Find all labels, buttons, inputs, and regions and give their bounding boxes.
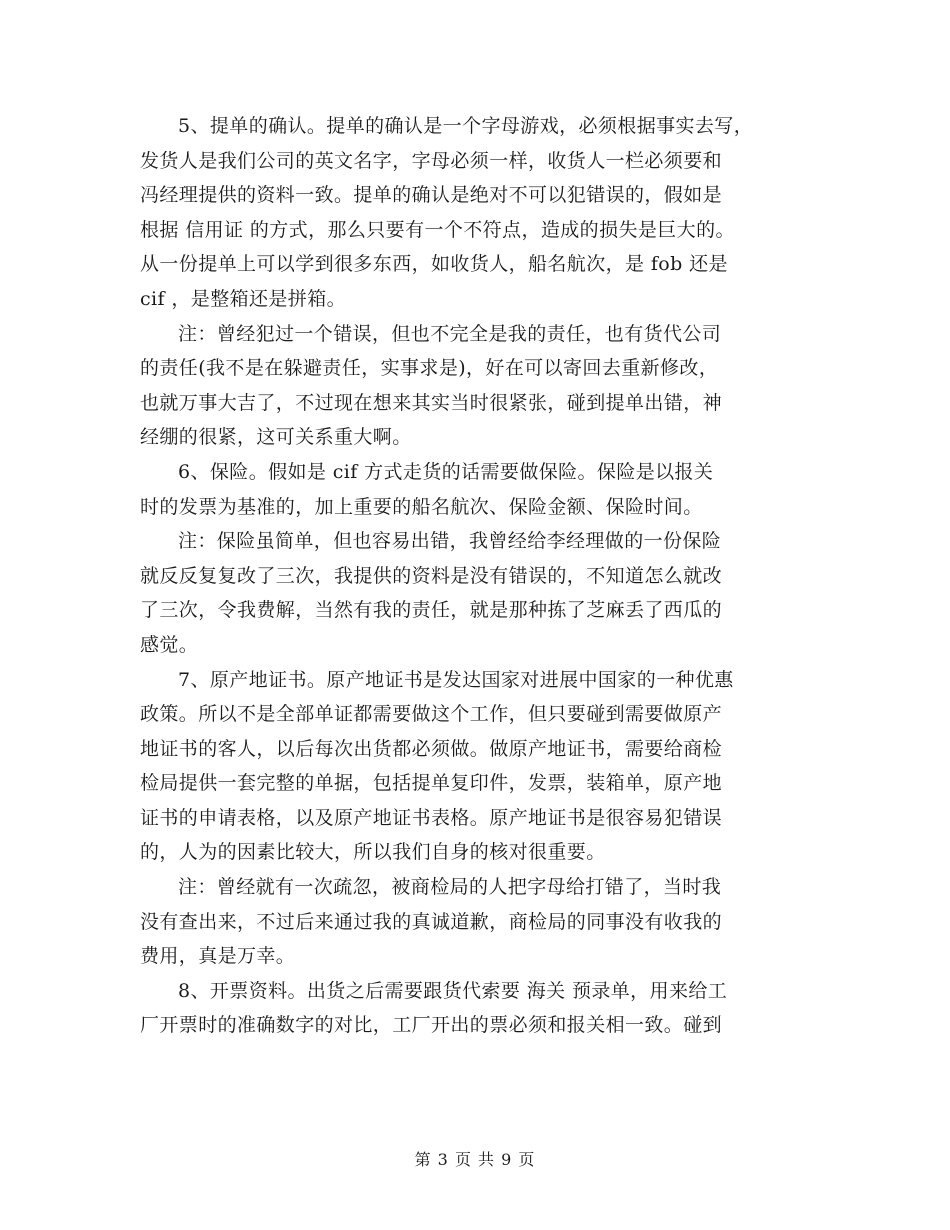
paragraph (140, 455, 810, 524)
text-line: 证书的申请表格，以及原产地证书表格。原产地证书是很容易犯错误 (140, 806, 723, 829)
text-line: 5、提单的确认。提单的确认是一个字母游戏，必须根据事实去写， (178, 115, 754, 137)
text-line: 注：曾经犯过一个错误，但也不完全是我的责任，也有货代公司 (178, 322, 722, 345)
page-footer: 第 3 页 共 9 页 (414, 1150, 536, 1169)
text-line: 注：曾经就有一次疏忽，被商检局的人把字母给打错了，当时我 (178, 876, 722, 899)
text-line: 检局提供一套完整的单据，包括提单复印件，发票，装箱单，原产地 (140, 772, 723, 795)
text-line: 费用，真是万幸。 (140, 945, 296, 968)
text-line: 时的发票为基准的，加上重要的船名航次、保险金额、保险时间。 (140, 495, 703, 518)
text-line: 就反反复复改了三次，我提供的资料是没有错误的，不知道怎么就改 (140, 564, 723, 587)
text-line: 根据 信用证 的方式，那么只要有一个不符点，造成的损失是巨大的。 (140, 218, 735, 241)
text-line: 冯经理提供的资料一致。提单的确认是绝对不可以犯错误的，假如是 (140, 184, 723, 207)
text-line: 也就万事大吉了，不过现在想来其实当时很紧张，碰到提单出错，神 (140, 391, 723, 414)
document-body (140, 109, 810, 1043)
text-line: 的责任(我不是在躲避责任，实事求是)，好在可以寄回去重新修改， (140, 357, 719, 380)
text-line: 7、原产地证书。原产地证书是发达国家对进展中国家的一种优惠 (178, 668, 734, 691)
text-line: 从一份提单上可以学到很多东西，如收货人，船名航次，是 fob 还是 (140, 253, 728, 276)
text-line: cif ，是整箱还是拼箱。 (140, 287, 346, 310)
text-line: 感觉。 (140, 633, 199, 656)
paragraph (140, 974, 810, 1043)
text-line: 经绷的很紧，这可关系重大啊。 (140, 426, 412, 449)
text-line: 注：保险虽简单，但也容易出错，我曾经给李经理做的一份保险 (178, 530, 722, 553)
paragraph (140, 317, 810, 455)
text-line: 的，人为的因素比较大，所以我们自身的核对很重要。 (140, 841, 606, 864)
paragraph (140, 524, 810, 662)
text-line: 8、开票资料。出货之后需要跟货代索要 海关 预录单，用来给工 (178, 979, 728, 1002)
text-line: 了三次，令我费解，当然有我的责任，就是那种拣了芝麻丢了西瓜的 (140, 599, 723, 622)
text-line: 发货人是我们公司的英文名字，字母必须一样，收货人一栏必须要和 (140, 149, 723, 172)
paragraph (140, 870, 810, 974)
text-line: 厂开票时的准确数字的对比，工厂开出的票必须和报关相一致。碰到 (140, 1014, 723, 1037)
text-line: 6、保险。假如是 cif 方式走货的话需要做保险。保险是以报关 (178, 460, 714, 483)
text-line: 地证书的客人，以后每次出货都必须做。做原产地证书，需要给商检 (140, 737, 723, 760)
text-line: 政策。所以不是全部单证都需要做这个工作，但只要碰到需要做原产 (140, 703, 723, 726)
paragraph (140, 109, 810, 317)
paragraph (140, 663, 810, 871)
text-line: 没有查出来，不过后来通过我的真诚道歉，商检局的同事没有收我的 (140, 910, 723, 933)
